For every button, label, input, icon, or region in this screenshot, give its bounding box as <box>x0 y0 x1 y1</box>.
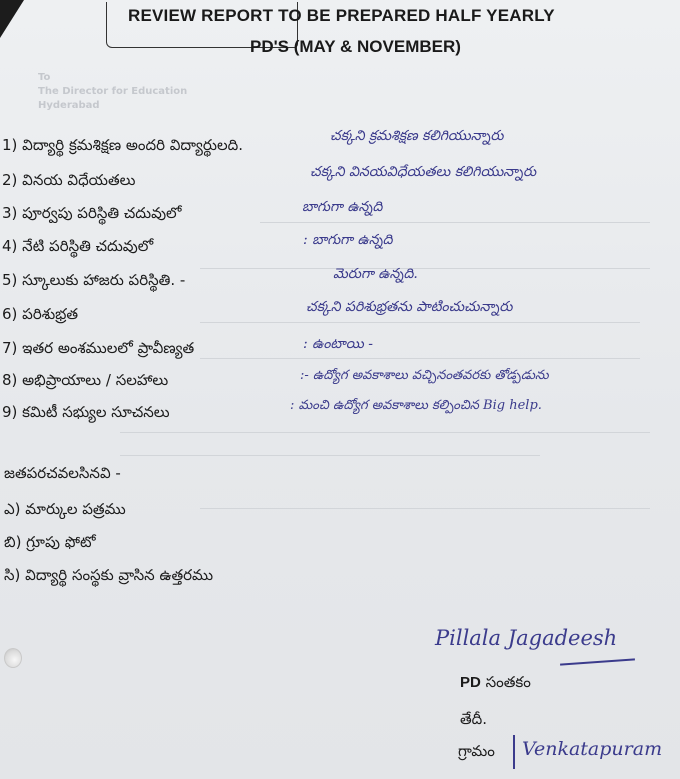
handwritten-village: Venkatapuram <box>522 738 663 760</box>
handwritten-signature: Pillala Jagadeesh <box>435 626 618 650</box>
item-label-2: 2) వినయ విధేయతలు <box>2 171 136 189</box>
handwritten-answer-8: :- ఉద్యోగ అవకాశాలు వచ్చినంతవరకు తోడ్పడును <box>300 368 549 383</box>
pd-label: PD <box>460 674 481 691</box>
bleed-through-line <box>120 432 650 433</box>
bleed-through-line <box>260 222 650 223</box>
item-label-4: 4) నేటి పరిస్థితి చదువులో <box>2 237 154 255</box>
attachments-heading: జతపరచవలసినవి - <box>4 464 121 482</box>
bleed-through-line <box>200 508 650 509</box>
attachment-item-a: ఎ) మార్కుల పత్రము <box>4 500 126 518</box>
handwritten-answer-4: : బాగుగా ఉన్నది <box>303 232 393 248</box>
signature-word: సంతకం <box>480 673 531 691</box>
item-label-8: 8) అభిప్రాయాలు / సలహాలు <box>2 371 169 389</box>
signature-underline <box>560 658 635 665</box>
attachment-item-b: బి) గ్రూపు ఫోటో <box>4 533 96 551</box>
handwritten-answer-6: చక్కని పరిశుభ్రతను పాటించుచున్నారు <box>306 299 513 315</box>
village-separator <box>513 735 515 769</box>
punch-hole <box>4 648 22 668</box>
pd-signature-label <box>460 673 531 695</box>
bleed-through-line <box>120 455 540 456</box>
item-label-5: 5) స్కూలుకు హాజరు పరిస్థితి. - <box>2 271 186 289</box>
handwritten-answer-7: : ఉంటాయి - <box>303 336 373 352</box>
page-subtitle: PD'S (MAY & NOVEMBER) <box>250 37 461 56</box>
bleed-through-text: The Director for Education <box>38 86 188 97</box>
attachment-item-c: సి) విద్యార్థి సంస్థకు వ్రాసిన ఉత్తరము <box>4 566 214 584</box>
village-label: గ్రామం <box>458 742 495 760</box>
dark-corner <box>0 0 24 38</box>
item-label-9: 9) కమిటీ సభ్యుల సూచనలు <box>2 403 170 421</box>
date-label: తేదీ. <box>460 710 488 728</box>
item-label-3: 3) పూర్వపు పరిస్థితి చదువులో <box>2 204 182 222</box>
handwritten-answer-9: : మంచి ఉద్యోగ అవకాశాలు కల్పించిన Big help. <box>290 398 542 413</box>
handwritten-answer-2: చక్కని వినయవిధేయతలు కలిగియున్నారు <box>310 164 537 180</box>
bleed-through-line <box>200 358 640 359</box>
item-label-6: 6) పరిశుభ్రత <box>2 305 79 323</box>
bleed-through-text: To <box>38 72 51 83</box>
bleed-through-text: Hyderabad <box>38 100 100 111</box>
bleed-through-line <box>200 268 650 269</box>
item-label-7: 7) ఇతర అంశములలో ప్రావీణ్యత <box>2 339 195 357</box>
page-title: REVIEW REPORT TO BE PREPARED HALF YEARLY <box>128 6 555 25</box>
handwritten-answer-1: చక్కని క్రమశిక్షణ కలిగియున్నారు <box>330 128 504 144</box>
bleed-through-line <box>200 322 640 323</box>
handwritten-answer-5: మెరుగా ఉన్నది. <box>333 266 418 282</box>
handwritten-answer-3: బాగుగా ఉన్నది <box>302 199 383 215</box>
item-label-1: 1) విద్యార్థి క్రమశిక్షణ అందరి విద్యార్థులది. <box>2 136 243 154</box>
